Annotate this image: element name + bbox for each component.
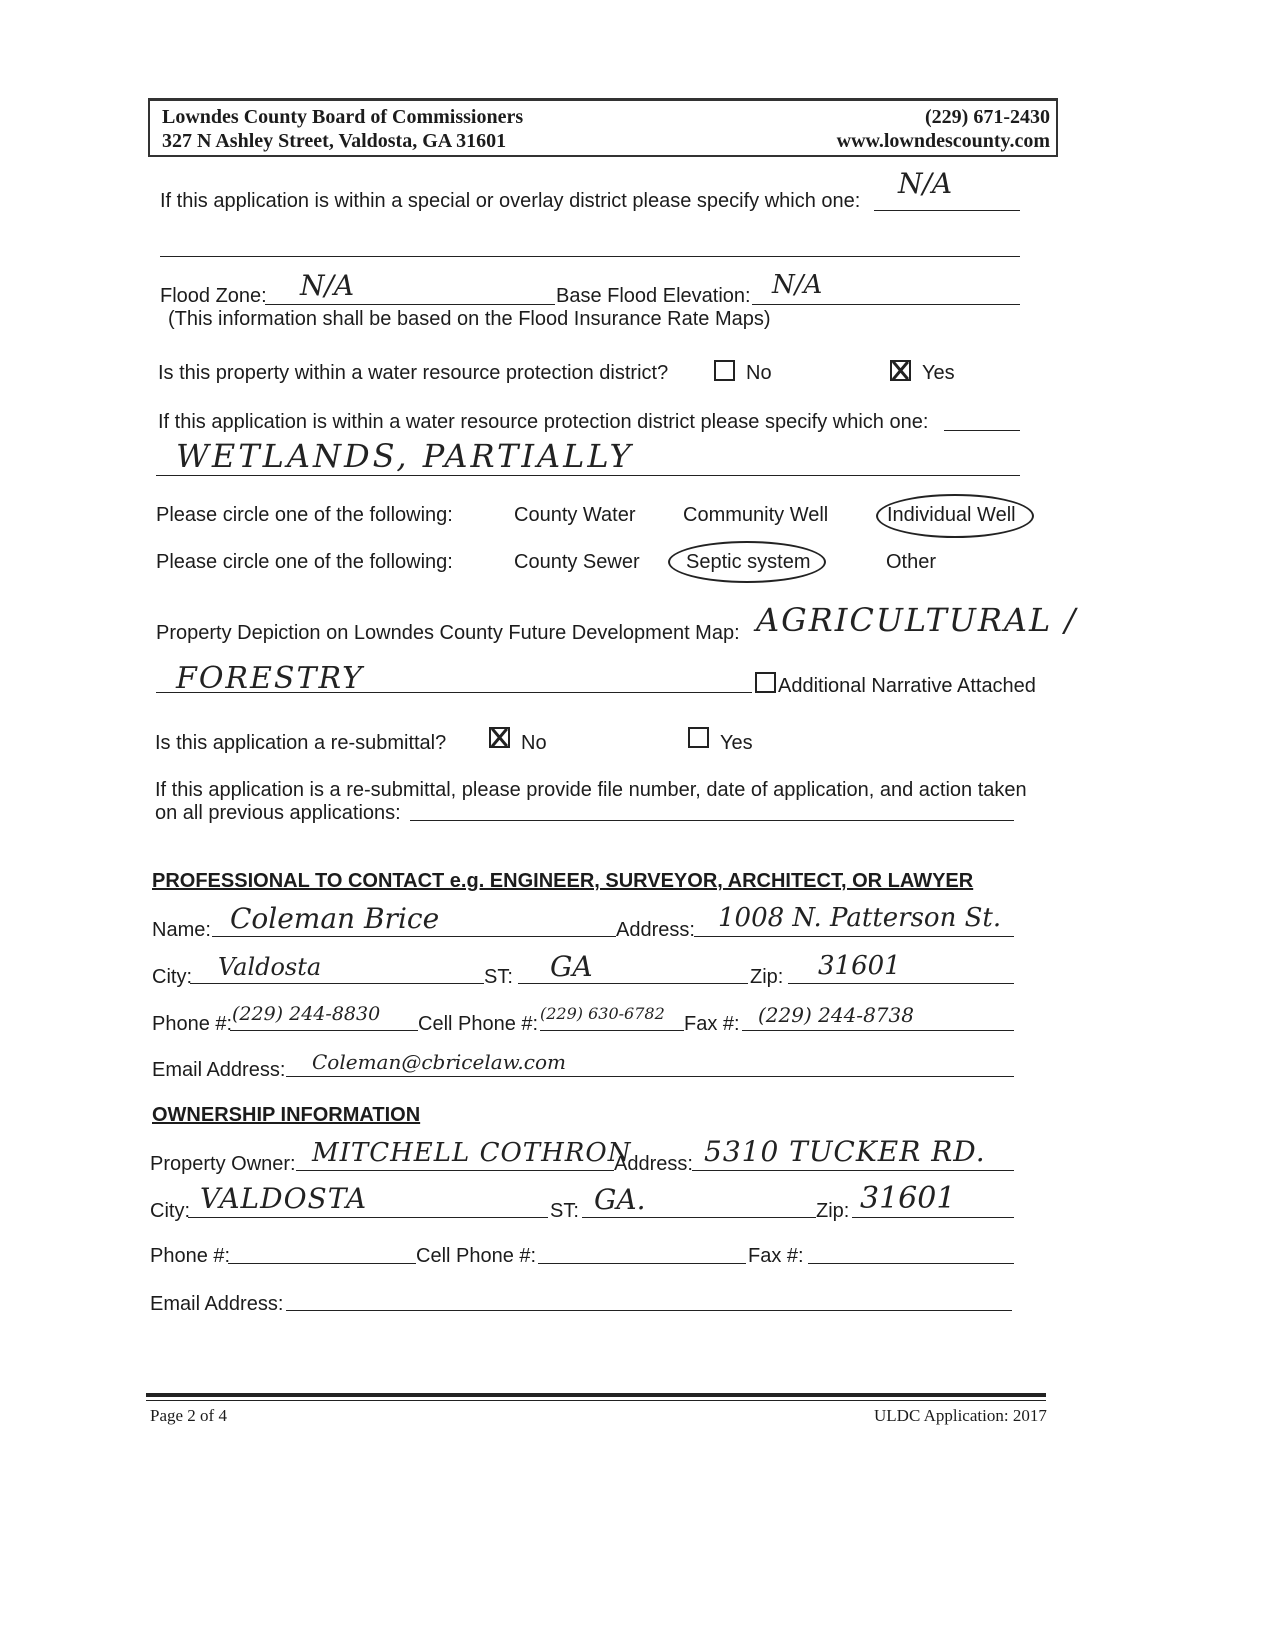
owner-address-label: Address: [614, 1153, 693, 1175]
water-resource-yes-checkbox[interactable] [890, 360, 911, 381]
prof-city-label: City: [152, 966, 192, 988]
future-map-label: Property Depiction on Lowndes County Future Development Map: [156, 622, 740, 644]
future-map-line-2 [156, 692, 752, 693]
water-resource-specify-line-2 [156, 475, 1020, 476]
resubmittal-details-line1: If this application is a re-submittal, please provide file number, date of application, and action taken [155, 779, 1027, 801]
owner-cell-line[interactable] [538, 1263, 746, 1264]
prof-fax-value[interactable]: (229) 244-8738 [758, 1003, 914, 1027]
owner-email-line[interactable] [286, 1310, 1012, 1311]
prof-city-value[interactable]: Valdosta [218, 953, 322, 981]
resubmittal-details-line [410, 820, 1014, 821]
prof-email-value[interactable]: Coleman@cbricelaw.com [312, 1050, 566, 1074]
owner-value[interactable]: MITCHELL COTHRON [312, 1138, 632, 1168]
prof-phone-line [230, 1030, 418, 1031]
bfe-value[interactable]: N/A [772, 270, 823, 300]
ownership-heading: OWNERSHIP INFORMATION [152, 1104, 421, 1126]
water-resource-yes-label: Yes [922, 362, 955, 384]
prof-address-label: Address: [616, 919, 695, 941]
footer-rule-thin [146, 1400, 1046, 1401]
water-resource-no-label: No [746, 362, 772, 384]
prof-name-line [212, 936, 616, 937]
option-other[interactable]: Other [886, 551, 937, 573]
prof-zip-label: Zip: [750, 966, 784, 988]
option-community-well[interactable]: Community Well [683, 504, 829, 526]
owner-cell-label: Cell Phone #: [416, 1245, 537, 1267]
owner-st-label: ST: [550, 1200, 579, 1222]
prof-fax-label: Fax #: [684, 1013, 740, 1035]
owner-fax-label: Fax #: [748, 1245, 804, 1267]
prof-name-value[interactable]: Coleman Brice [230, 902, 440, 935]
owner-address-line [692, 1170, 1014, 1171]
prof-st-value[interactable]: GA [550, 950, 593, 983]
prof-address-value[interactable]: 1008 N. Patterson St. [718, 903, 1002, 933]
owner-zip-line [852, 1217, 1014, 1218]
resubmittal-details-line2: on all previous applications: [155, 802, 401, 824]
owner-line [296, 1170, 614, 1171]
prof-phone-value[interactable]: (229) 244-8830 [232, 1003, 381, 1025]
option-individual-well[interactable]: Individual Well [887, 504, 1016, 526]
water-resource-question: Is this property within a water resource protection district? [158, 362, 669, 384]
org-name: Lowndes County Board of Commissioners [162, 106, 524, 128]
future-map-value-line1[interactable]: AGRICULTURAL / [756, 601, 1078, 639]
flood-note: (This information shall be based on the Flood Insurance Rate Maps) [168, 308, 771, 330]
owner-st-value[interactable]: GA. [594, 1183, 646, 1216]
prof-zip-line [788, 983, 1014, 984]
water-resource-specify-label: If this application is within a water resource protection district please specify which one: [158, 411, 929, 433]
prof-cell-value[interactable]: (229) 630-6782 [540, 1004, 665, 1023]
special-district-line-2 [160, 256, 1020, 257]
option-septic-system[interactable]: Septic system [686, 551, 811, 573]
prof-cell-label: Cell Phone #: [418, 1013, 539, 1035]
water-resource-no-checkbox[interactable] [714, 360, 735, 381]
prof-cell-line [540, 1030, 684, 1031]
org-address: 327 N Ashley Street, Valdosta, GA 31601 [162, 130, 507, 152]
prof-name-label: Name: [152, 919, 211, 941]
future-map-value-line2[interactable]: FORESTRY [176, 661, 364, 696]
sewer-label: Please circle one of the following: [156, 551, 453, 573]
flood-zone-label: Flood Zone: [160, 285, 267, 307]
flood-zone-value[interactable]: N/A [300, 269, 355, 302]
owner-zip-value[interactable]: 31601 [860, 1181, 956, 1216]
owner-phone-label: Phone #: [150, 1245, 231, 1267]
resubmittal-no-label: No [521, 732, 547, 754]
resubmittal-yes-label: Yes [720, 732, 753, 754]
professional-heading: PROFESSIONAL TO CONTACT e.g. ENGINEER, SURVEYOR, ARCHITECT, OR LAWYER [152, 870, 974, 892]
water-resource-specify-line [944, 430, 1020, 431]
org-website[interactable]: www.lowndescounty.com [836, 130, 1050, 152]
special-district-label: If this application is within a special or overlay district please specify which one: [160, 190, 861, 212]
footer-form-id: ULDC Application: 2017 [874, 1406, 1047, 1425]
additional-narrative-label: Additional Narrative Attached [778, 675, 1036, 697]
special-district-line [874, 210, 1020, 211]
prof-email-line [286, 1076, 1014, 1077]
option-county-sewer[interactable]: County Sewer [514, 551, 640, 573]
owner-email-label: Email Address: [150, 1293, 284, 1315]
owner-city-line [188, 1217, 548, 1218]
owner-phone-line[interactable] [228, 1263, 416, 1264]
resubmittal-no-checkbox[interactable] [489, 727, 510, 748]
prof-phone-label: Phone #: [152, 1013, 233, 1035]
prof-city-line [190, 983, 484, 984]
additional-narrative-checkbox[interactable] [755, 672, 776, 693]
owner-zip-label: Zip: [816, 1200, 850, 1222]
owner-fax-line[interactable] [808, 1263, 1014, 1264]
owner-city-value[interactable]: VALDOSTA [200, 1182, 368, 1215]
prof-st-label: ST: [484, 966, 513, 988]
letterhead-box [148, 98, 1058, 157]
prof-zip-value[interactable]: 31601 [818, 951, 901, 981]
prof-address-line [694, 936, 1014, 937]
resubmittal-question: Is this application a re-submittal? [155, 732, 447, 754]
bfe-line [752, 304, 1020, 305]
water-resource-specify-value[interactable]: WETLANDS, PARTIALLY [176, 437, 634, 475]
footer-page-number: Page 2 of 4 [150, 1406, 227, 1425]
special-district-value[interactable]: N/A [898, 167, 953, 200]
option-county-water[interactable]: County Water [514, 504, 636, 526]
owner-address-value[interactable]: 5310 TUCKER RD. [704, 1135, 986, 1168]
flood-zone-line [265, 304, 555, 305]
water-source-label: Please circle one of the following: [156, 504, 453, 526]
owner-st-line [582, 1217, 816, 1218]
prof-st-line [518, 983, 748, 984]
prof-fax-line [742, 1030, 1014, 1031]
footer-rule-thick [146, 1393, 1046, 1397]
owner-city-label: City: [150, 1200, 190, 1222]
bfe-label: Base Flood Elevation: [556, 285, 751, 307]
owner-label: Property Owner: [150, 1153, 296, 1175]
org-phone: (229) 671-2430 [925, 106, 1050, 128]
prof-email-label: Email Address: [152, 1059, 286, 1081]
resubmittal-yes-checkbox[interactable] [688, 727, 709, 748]
